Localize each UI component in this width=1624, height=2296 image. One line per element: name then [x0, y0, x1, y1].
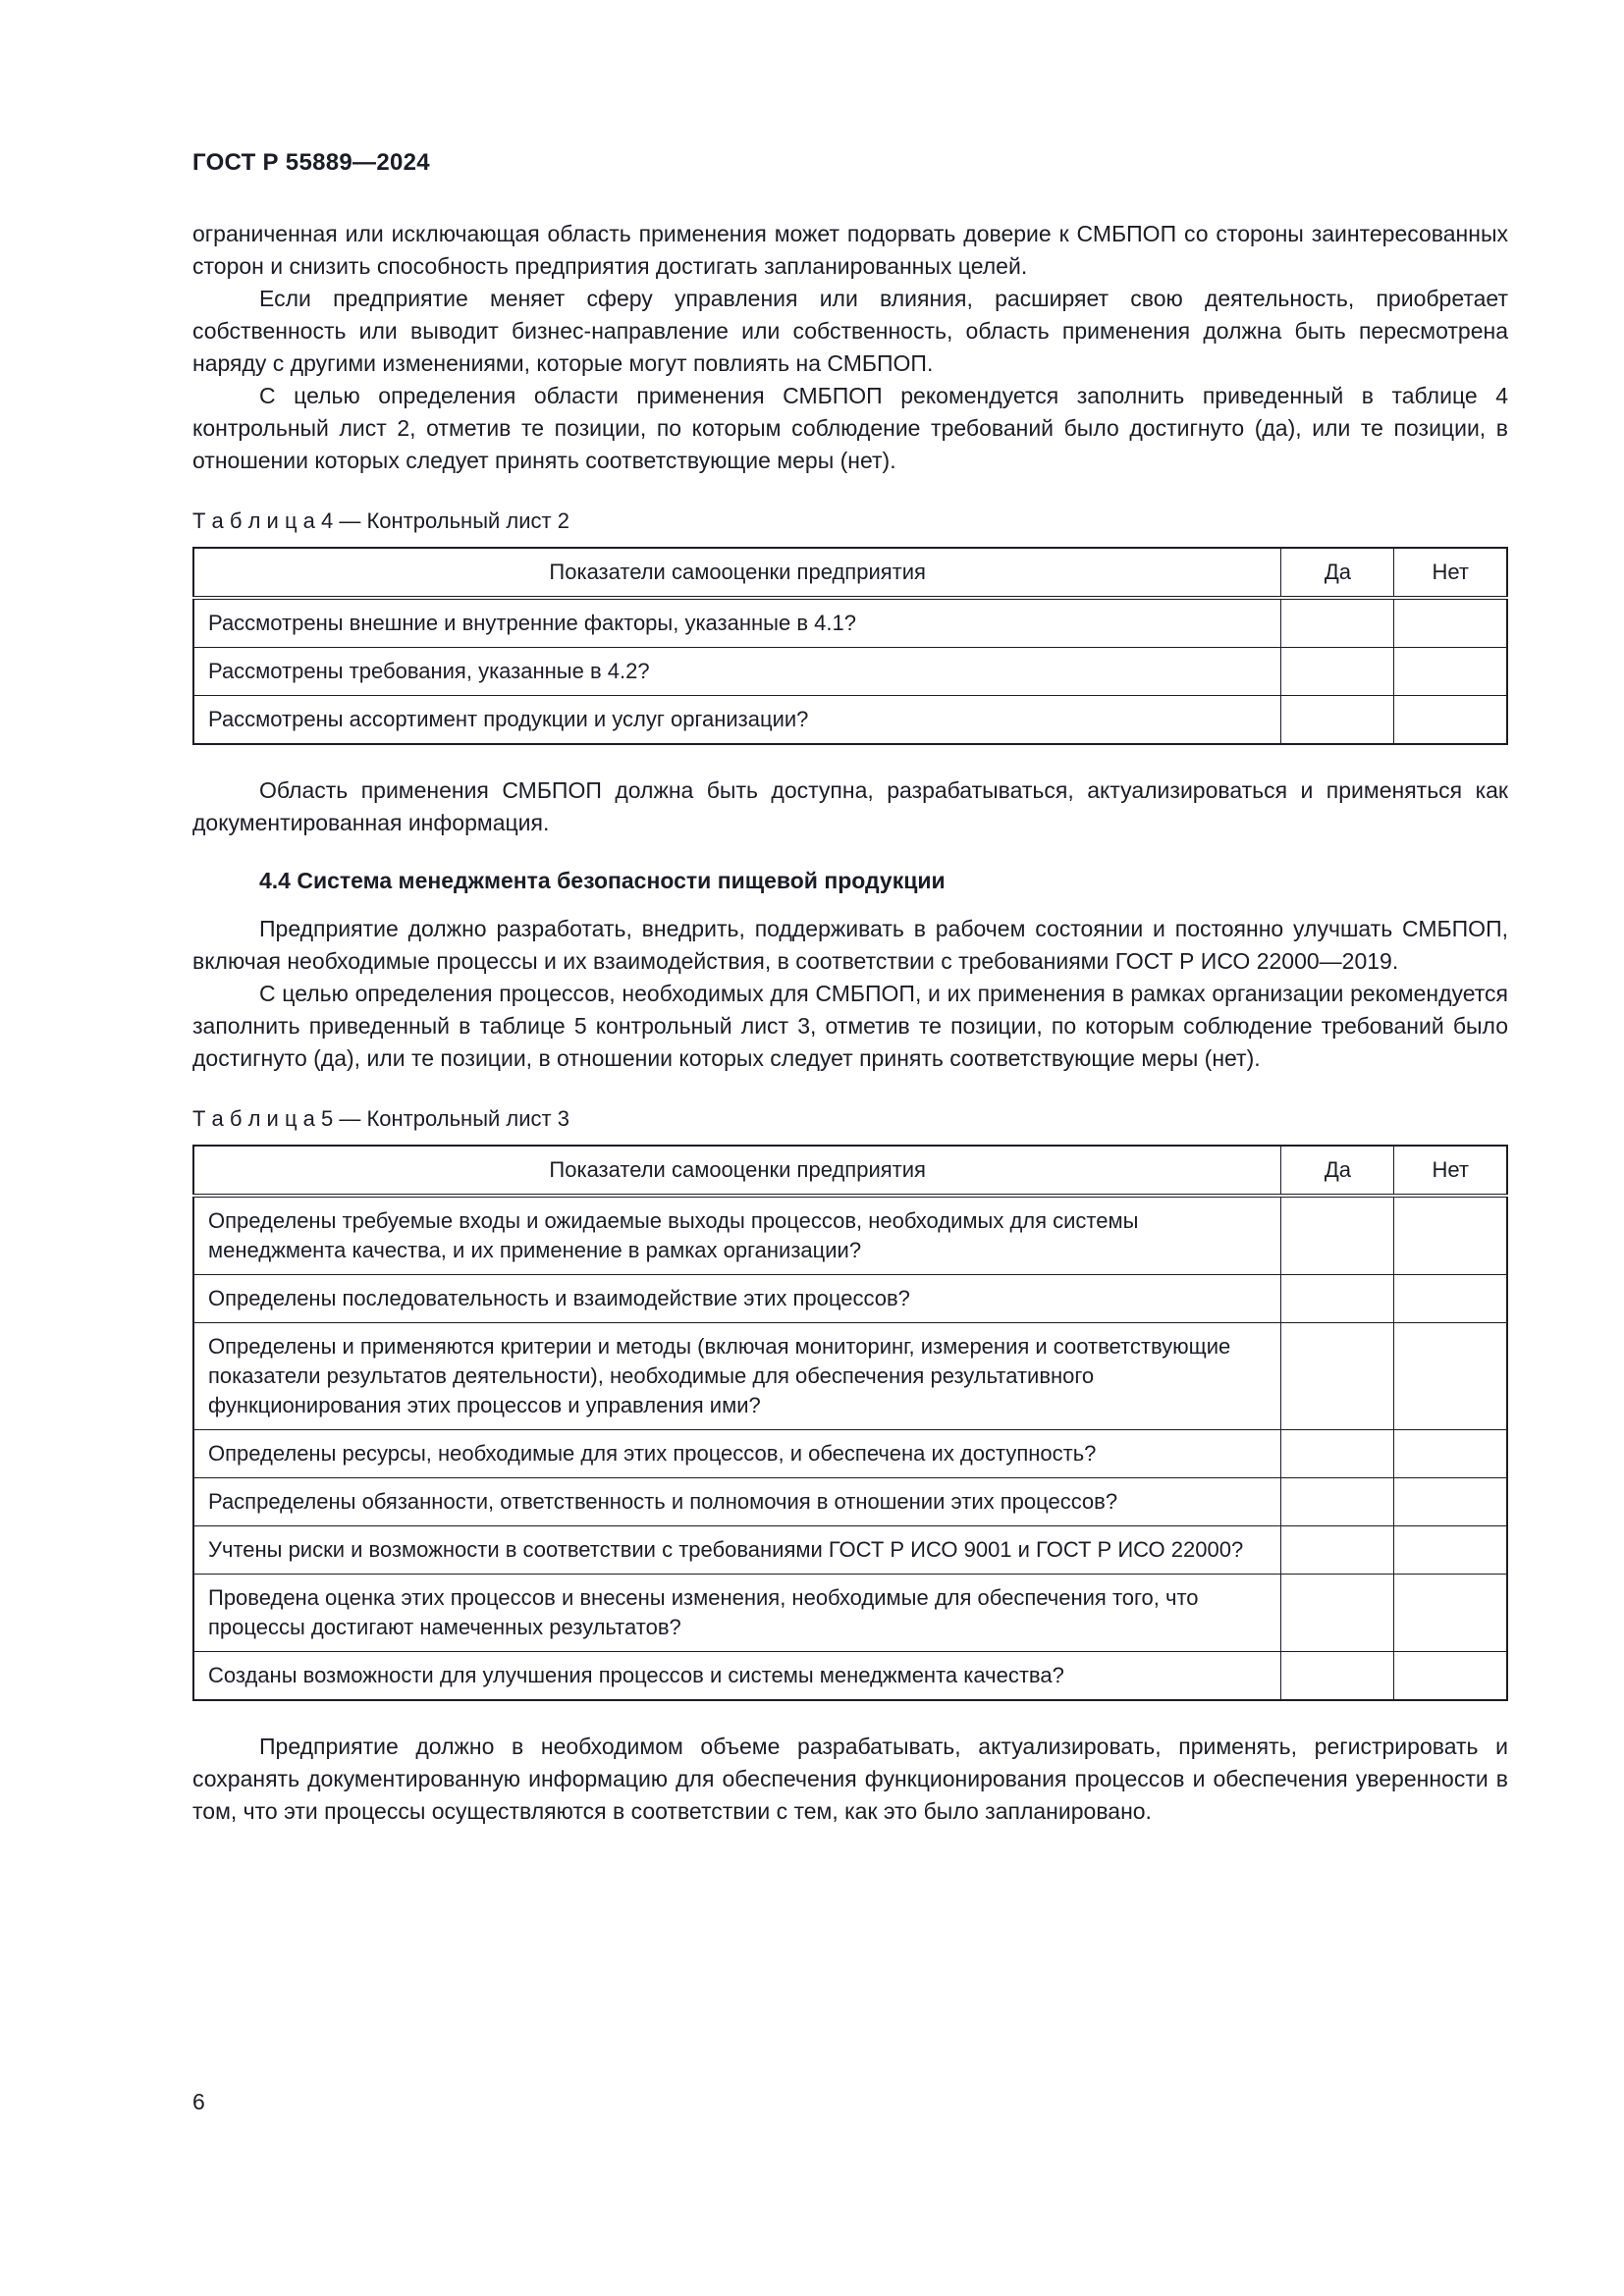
- yes-cell: [1281, 1196, 1394, 1275]
- table4-caption: Т а б л и ц а 4 — Контрольный лист 2: [192, 508, 569, 533]
- indicator-cell: Проведена оценка этих процессов и внесены изменения, необходимые для обеспечения того, что процессы достигают намеченных результатов?: [193, 1575, 1281, 1652]
- yes-cell: [1281, 598, 1394, 648]
- table-row: [193, 1575, 1507, 1652]
- indicator-cell: Рассмотрены внешние и внутренние факторы, указанные в 4.1?: [193, 598, 1281, 648]
- paragraph: Предприятие должно в необходимом объеме разрабатывать, актуализировать, применять, регистрировать и сохранять документированную информацию для обеспечения функционирования процессов и обеспечения уверенности в том, что эти процессы осуществляются в соответствии с тем, как это было запланировано.: [192, 1734, 1508, 1824]
- table-row: [193, 1478, 1507, 1526]
- indicator-column-header: Показатели самооценки предприятия: [193, 548, 1281, 598]
- indicator-cell: Определены ресурсы, необходимые для этих процессов, и обеспечена их доступность?: [193, 1430, 1281, 1478]
- no-cell: [1394, 1652, 1507, 1701]
- table5-caption: Т а б л и ц а 5 — Контрольный лист 3: [192, 1106, 569, 1131]
- table-row: [193, 1323, 1507, 1430]
- table-row: [193, 1526, 1507, 1575]
- table-header-row: [193, 1146, 1507, 1196]
- paragraph: С целью определения процессов, необходимых для СМБПОП, и их применения в рамках организации рекомендуется заполнить приведенный в таблице 5 контрольный лист 3, отметив те позиции, по которым соблюдение требований было достигнуто (да), или те позиции, в отношении которых следует принять соответствующие меры (нет).: [192, 981, 1508, 1071]
- section-heading-4-4: 4.4 Система менеджмента безопасности пищевой продукции: [259, 868, 946, 893]
- no-cell: [1394, 1196, 1507, 1275]
- no-column-header: Нет: [1394, 548, 1507, 598]
- indicator-cell: Созданы возможности для улучшения процессов и системы менеджмента качества?: [193, 1652, 1281, 1701]
- no-cell: [1394, 1430, 1507, 1478]
- paragraph: С целью определения области применения СМБПОП рекомендуется заполнить приведенный в таблице 4 контрольный лист 2, отметив те позиции, по которым соблюдение требований было достигнуто (да), или те позиции, в отношении которых следует принять соответствующие меры (нет).: [192, 383, 1508, 473]
- yes-cell: [1281, 1275, 1394, 1323]
- checklist-table-3: [192, 1145, 1508, 1701]
- checklist-table-2: [192, 547, 1508, 745]
- no-cell: [1394, 1275, 1507, 1323]
- table-header-row: [193, 548, 1507, 598]
- table-row: [193, 1652, 1507, 1701]
- yes-column-header: Да: [1281, 1146, 1394, 1196]
- table-row: [193, 598, 1507, 648]
- yes-cell: [1281, 1575, 1394, 1652]
- table-row: [193, 648, 1507, 696]
- yes-cell: [1281, 1526, 1394, 1575]
- yes-column-header: Да: [1281, 548, 1394, 598]
- document-header: ГОСТ Р 55889—2024: [192, 149, 430, 176]
- yes-cell: [1281, 1323, 1394, 1430]
- page-number: 6: [192, 2089, 205, 2114]
- no-column-header: Нет: [1394, 1146, 1507, 1196]
- indicator-cell: Учтены риски и возможности в соответствии с требованиями ГОСТ Р ИСО 9001 и ГОСТ Р ИСО 22000?: [193, 1526, 1281, 1575]
- yes-cell: [1281, 1652, 1394, 1701]
- indicator-cell: Определены требуемые входы и ожидаемые выходы процессов, необходимых для системы менеджмента качества, и их применение в рамках организации?: [193, 1196, 1281, 1275]
- yes-cell: [1281, 648, 1394, 696]
- paragraph: ограниченная или исключающая область применения может подорвать доверие к СМБПОП со стороны заинтересованных сторон и снизить способность предприятия достигать запланированных целей.: [192, 221, 1508, 279]
- indicator-cell: Определены и применяются критерии и методы (включая мониторинг, измерения и соответствующие показатели результатов деятельности), необходимые для обеспечения результативного функционирования этих процессов и управления ими?: [193, 1323, 1281, 1430]
- table-row: [193, 1275, 1507, 1323]
- table-row: [193, 1430, 1507, 1478]
- indicator-cell: Рассмотрены ассортимент продукции и услуг организации?: [193, 696, 1281, 745]
- paragraph: Предприятие должно разработать, внедрить, поддерживать в рабочем состоянии и постоянно улучшать СМБПОП, включая необходимые процессы и их взаимодействия, в соответствии с требованиями ГОСТ Р ИСО 22000—2019.: [192, 916, 1508, 974]
- indicator-cell: Определены последовательность и взаимодействие этих процессов?: [193, 1275, 1281, 1323]
- no-cell: [1394, 1526, 1507, 1575]
- no-cell: [1394, 1323, 1507, 1430]
- table-row: [193, 1196, 1507, 1275]
- yes-cell: [1281, 1478, 1394, 1526]
- paragraph: Если предприятие меняет сферу управления или влияния, расширяет свою деятельность, приобретает собственность или выводит бизнес-направление или собственность, область применения должна быть пересмотрена наряду с другими изменениями, которые могут повлиять на СМБПОП.: [192, 286, 1508, 376]
- no-cell: [1394, 1575, 1507, 1652]
- indicator-cell: Рассмотрены требования, указанные в 4.2?: [193, 648, 1281, 696]
- table-row: [193, 696, 1507, 745]
- paragraph: Область применения СМБПОП должна быть доступна, разрабатываться, актуализироваться и применяться как документированная информация.: [192, 777, 1508, 835]
- no-cell: [1394, 648, 1507, 696]
- indicator-column-header: Показатели самооценки предприятия: [193, 1146, 1281, 1196]
- indicator-cell: Распределены обязанности, ответственность и полномочия в отношении этих процессов?: [193, 1478, 1281, 1526]
- no-cell: [1394, 696, 1507, 745]
- no-cell: [1394, 1478, 1507, 1526]
- yes-cell: [1281, 696, 1394, 745]
- no-cell: [1394, 598, 1507, 648]
- yes-cell: [1281, 1430, 1394, 1478]
